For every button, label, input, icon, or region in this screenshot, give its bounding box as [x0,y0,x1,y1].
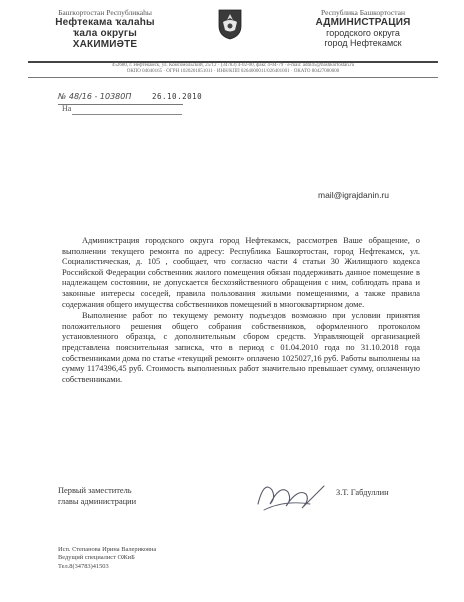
signatory-title [58,486,136,507]
executor-info [58,546,156,571]
address-line-1: 452680, г. Нефтекамск, ул. Комсомольский, 25/12 · (34783) 4-02-00, факс 4-04-79 · e-mail: adm45@bashkortostan.ru [111,63,355,68]
executor-name: Исп. Степанова Ирина Валериковна [58,546,157,553]
reply-to-underline [72,114,182,115]
executor-phone: Тел.8(34783)41503 [58,562,109,570]
letterhead-left [30,8,180,50]
body-paragraph-1: Администрация городского округа город Нефтекамск, рассмотрев Ваше обращение, о выполнении текущего ремонта по адресу: Республика Башкортостан, город Нефтекамск, ул. Социалистическая, д. 105 , сообщает, что согласно части 4 статьи 30 Жилищного кодекса Российской Федерации собственник жилого помещения обязан поддерживать данное помещение в надлежащем состоянии, не допускается бесхозяйственного обращения с ним, соблюдать права и законные интересы соседей, правила пользования жилыми помещениями, а также правила содержания общего имущества собственников помещений в многоквартирном доме. [62,236,420,309]
coat-of-arms-icon [217,8,243,40]
letterhead-address [28,63,438,75]
signatory-title-line-2: главы администрации [58,496,137,506]
address-line-2: ОКПО 04040165 · ОГРН 1020201851011 · ИНН/КПП 0264000011/026401001 · ОКАТО 80427000000 [126,69,340,74]
reply-to-label: На [62,104,72,113]
letter-body [62,236,420,386]
registration-date: 26.10.2010 [152,92,203,101]
letterhead-right-republic: Республика Башкортостан [321,8,405,17]
letterhead-left-republic: Башҡортостан Республикаһы [58,8,152,17]
registration-number: № 48/16 - 10380П [58,92,132,101]
recipient-email[interactable]: mail@igrajdanin.ru [318,190,389,200]
letterhead-left-district: ҡала округы [72,28,138,39]
letterhead-left-administration: ХАКИМИӘТЕ [72,39,138,50]
signatory-title-line-1: Первый заместитель [58,486,132,495]
letterhead-right-district: городского округа [326,28,400,38]
registration-underline [58,104,183,105]
letterhead-right-administration: АДМИНИСТРАЦИЯ [315,17,411,28]
letterhead-left-city: Нефтекама ҡалаһы [55,17,155,28]
executor-position: Ведущий специалист ОЖиБ [58,554,135,562]
handwritten-signature [250,470,330,520]
letterhead-right-city: город Нефтекамск [324,38,402,48]
body-paragraph-2: Выполнение работ по текущему ремонту подъездов возможно при условии принятия положительного решения общего собрания собственников, оформленного протоколом установленного образца, с дополнительным сбором средств. Управляющей организацией представлена пояснительная записка, что в период с 01.04.2010 года по 31.10.2018 года собственниками дома по статье «текущий ремонт» оплачено 1025027,16 руб. Работы выполнены на сумму 1174396,45 руб. Стоимость выполненных работ значительно превышает сумму, оплаченную собственниками. [62,311,420,384]
letterhead-right [288,8,438,48]
address-divider [28,77,438,78]
signatory-name: З.Т. Габдуллин [336,488,389,497]
